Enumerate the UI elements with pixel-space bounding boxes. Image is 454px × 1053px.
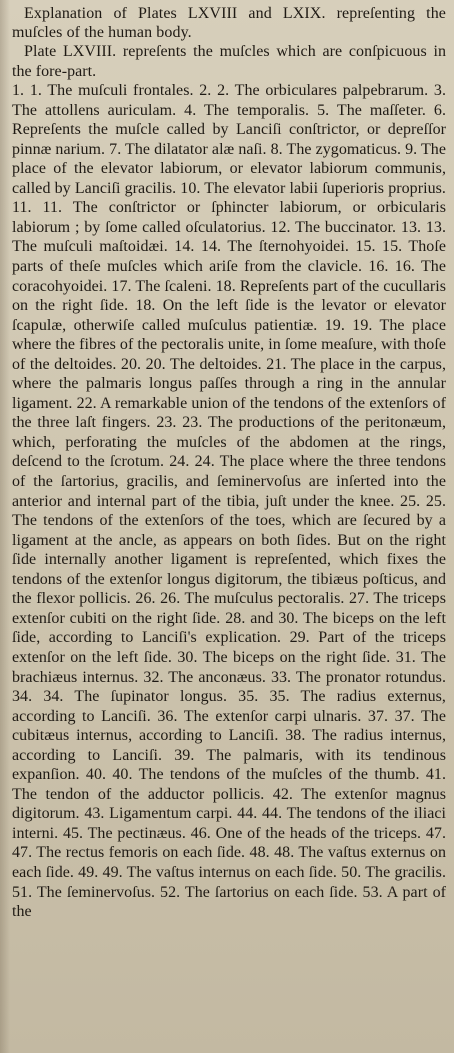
muscle-list-paragraph: 1. 1. The muſculi frontales. 2. 2. The orbiculares palpebrarum. 3. The attollens auriculam. 4. The temporalis. 5. The maſſeter. 6. Repreſents the muſcle called by Lanciſi conſtrictor, or depreſſor pinnæ narium. 7. The dilatator alæ naſi. 8. The zygomaticus. 9. The place of the elevator labiorum, or elevator labiorum communis, called by Lanciſi gracilis. 10. The elevator labii ſuperioris proprius. 11. 11. The conſtrictor or ſphincter labiorum, or orbicularis labiorum ; by ſome called oſculatorius. 12. The buccinator. 13. 13. The muſculi maſtoidæi. 14. 14. The ſternohyoidei. 15. 15. Thoſe parts of theſe muſcles which ariſe from the clavicle. 16. 16. The coracohyoidei. 17. The ſcaleni. 18. Repreſents part of the cucullaris on the right ſide. 18. On the left ſide is the levator or elevator ſcapulæ, otherwiſe called muſculus patientiæ. 19. 19. The place where the fibres of the pectoralis unite, in ſome meaſure, with thoſe of the deltoides. 20. 20. The deltoides. 21. The place in the carpus, where the palmaris longus paſſes through a ring in the annular ligament. 22. A remarkable union of the tendons of the extenſors of the three laſt fingers. 23. 23. The productions of the peritonæum, which, perforating the muſcles of the abdomen at the rings, deſcend to the ſcrotum. 24. 24. The place where the three tendons of the ſartorius, gracilis, and ſeminervoſus are inſerted into the anterior and internal part of the tibia, juſt under the knee. 25. 25. The tendons of the extenſors of the toes, which are ſecured by a ligament at the ancle, as appears on both ſides. But on the right ſide internally another ligament is repreſented, which fixes the tendons of the extenſor longus digitorum, the tibiæus poſticus, and the flexor pollicis. 26. 26. The muſculus pectoralis. 27. The triceps extenſor cubiti on the right ſide. 28. and 30. The biceps on the left ſide, according to Lanciſi's explication. 29. Part of the triceps extenſor on the left ſide. 30. The biceps on the right ſide. 31. The brachiæus internus. 32. The anconæus. 33. The pronator rotundus. 34. 34. The ſupinator longus. 35. 35. The radius externus, according to Lanciſi. 36. The extenſor carpi ulnaris. 37. 37. The cubitæus internus, according to Lanciſi. 38. The radius internus, according to Lanciſi. 39. The palmaris, with its tendinous expanſion. 40. 40. The tendons of the muſcles of the thumb. 41. The tendon of the adductor pollicis. 42. The extenſor magnus digitorum. 43. Ligamentum carpi. 44. 44. The tendons of the iliaci interni. 45. The pectinæus. 46. One of the heads of the triceps. 47. 47. The rectus femoris on each ſide. 48. 48. The vaſtus externus on each ſide. 49. 49. The vaſtus internus on each ſide. 50. The gracilis. 51. The ſeminervoſus. 52. The ſartorius on each ſide. 53. A part of the bbox=[12, 82, 446, 921]
page-heading: Explanation of Plates LXVIII and LXIX. repreſenting the muſcles of the human body. bbox=[12, 5, 446, 41]
intro-paragraph: Plate LXVIII. repreſents the muſcles which are conſpicuous in the fore-part. bbox=[12, 43, 446, 80]
